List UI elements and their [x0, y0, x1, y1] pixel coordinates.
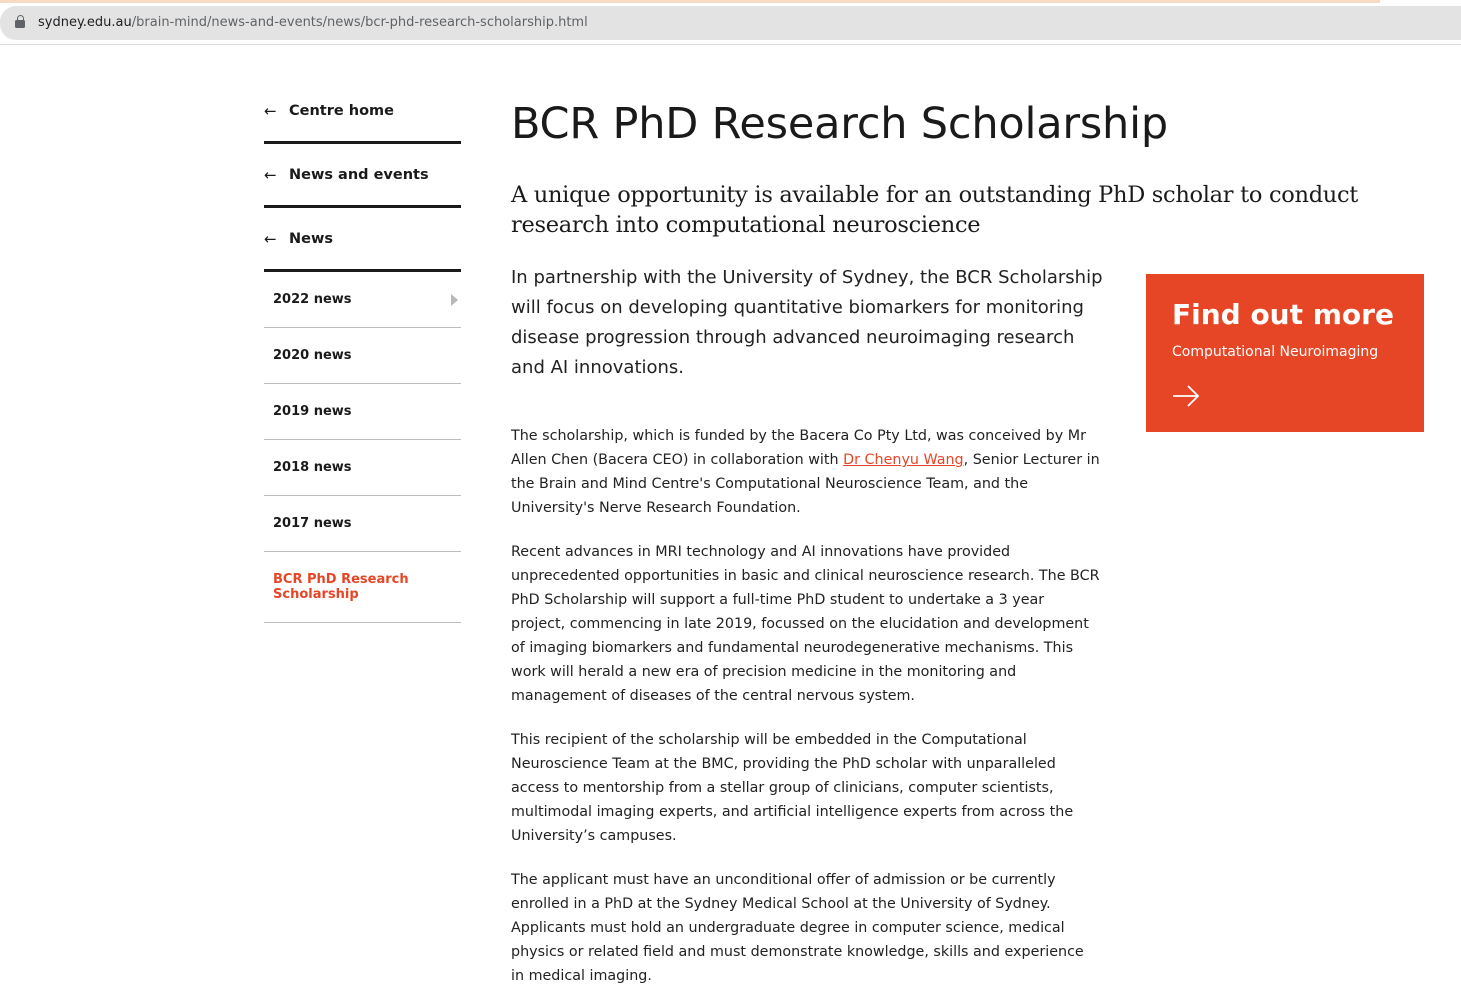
cta-title: Find out more — [1172, 298, 1394, 331]
sidebar-item-2019-news[interactable] — [264, 384, 461, 440]
article-header — [511, 96, 1168, 152]
article-paragraph-3: This recipient of the scholarship will be embedded in the Computational Neuroscience Team at the BMC, providing the PhD scholar with unparalleled access to mentorship from a stellar group of clinicians, computer scientists, multimodal imaging experts, and artificial intelligence experts from across the University’s campuses. — [511, 732, 1074, 844]
sidebar-item-label: 2020 news — [273, 348, 352, 363]
url-text[interactable] — [38, 15, 588, 30]
sidebar-back-label: News — [289, 230, 333, 247]
dr-chenyu-wang-link[interactable]: Dr Chenyu Wang — [843, 452, 964, 468]
sidebar-back-label: Centre home — [289, 102, 394, 119]
article-paragraph-2: Recent advances in MRI technology and AI innovations have provided unprecedented opportunities in basic and clinical neuroscience research. The BCR PhD Scholarship will support a full-time PhD student to undertake a 3 year project, commencing in late 2019, focussed on the elucidation and development of imaging biomarkers and fundamental neurodegenerative mechanisms. This work will herald a new era of precision medicine in the monitoring and management of diseases of the central nervous system. — [511, 544, 1100, 704]
sidebar-item-label: 2022 news — [273, 292, 352, 307]
sidebar-item-bcr-phd-research-scholarship[interactable] — [264, 552, 461, 623]
sidebar-back-label: News and events — [289, 166, 429, 183]
arrow-right-icon[interactable] — [1172, 384, 1200, 408]
browser-divider — [0, 44, 1461, 45]
sidebar-item-label: 2017 news — [273, 516, 352, 531]
lock-icon[interactable] — [15, 15, 25, 29]
arrow-left-icon: ← — [264, 229, 277, 248]
article-subtitle: A unique opportunity is available for an outstanding PhD scholar to conduct research into computational neuroscience — [511, 182, 1359, 238]
article-paragraph-1 — [511, 424, 1101, 520]
browser-top-strip — [0, 0, 1380, 3]
sidebar-item-2017-news[interactable] — [264, 496, 461, 552]
url-host: sydney.edu.au — [38, 15, 132, 30]
paragraph-text: , Senior Lecturer in the Brain and Mind Centre's Computational Neuroscience Team, and the University's Nerve Research Foundation. — [511, 452, 1100, 516]
find-out-more-card[interactable] — [1146, 274, 1424, 432]
article-lead: In partnership with the University of Sydney, the BCR Scholarship will focus on developing quantitative biomarkers for monitoring disease progression through advanced neuroimaging research and AI innovations. — [511, 267, 1103, 378]
sidebar-back-news-and-events[interactable] — [264, 144, 461, 208]
sidebar-item-label: BCR PhD Research Scholarship — [273, 572, 409, 602]
url-path: /brain-mind/news-and-events/news/bcr-phd-research-scholarship.html — [131, 15, 588, 30]
article-body — [511, 424, 1101, 1004]
sidebar-item-2018-news[interactable] — [264, 440, 461, 496]
sidebar-item-2022-news[interactable] — [264, 272, 461, 328]
arrow-left-icon: ← — [264, 165, 277, 184]
cta-subtitle[interactable]: Computational Neuroimaging — [1172, 344, 1379, 360]
sidebar-back-news[interactable] — [264, 208, 461, 272]
address-bar[interactable] — [0, 6, 1461, 40]
paragraph-text: The scholarship, which is funded by the Bacera Co Pty Ltd, was conceived by Mr Allen Chen (Bacera CEO) in collaboration with — [511, 428, 1086, 468]
sidebar-back-centre-home[interactable] — [264, 80, 461, 144]
sidebar-item-label: 2018 news — [273, 460, 352, 475]
sidebar-nav — [264, 80, 461, 623]
article-paragraph-4: The applicant must have an unconditional offer of admission or be currently enrolled in a PhD at the Sydney Medical School at the University of Sydney. Applicants must hold an undergraduate degree in computer science, medical physics or related field and must demonstrate knowledge, skills and experience in medical imaging. — [511, 872, 1084, 984]
sidebar-item-label: 2019 news — [273, 404, 352, 419]
page-title: BCR PhD Research Scholarship — [511, 99, 1168, 149]
arrow-left-icon: ← — [264, 101, 277, 120]
expand-triangle-icon[interactable] — [451, 294, 458, 306]
sidebar-item-2020-news[interactable] — [264, 328, 461, 384]
